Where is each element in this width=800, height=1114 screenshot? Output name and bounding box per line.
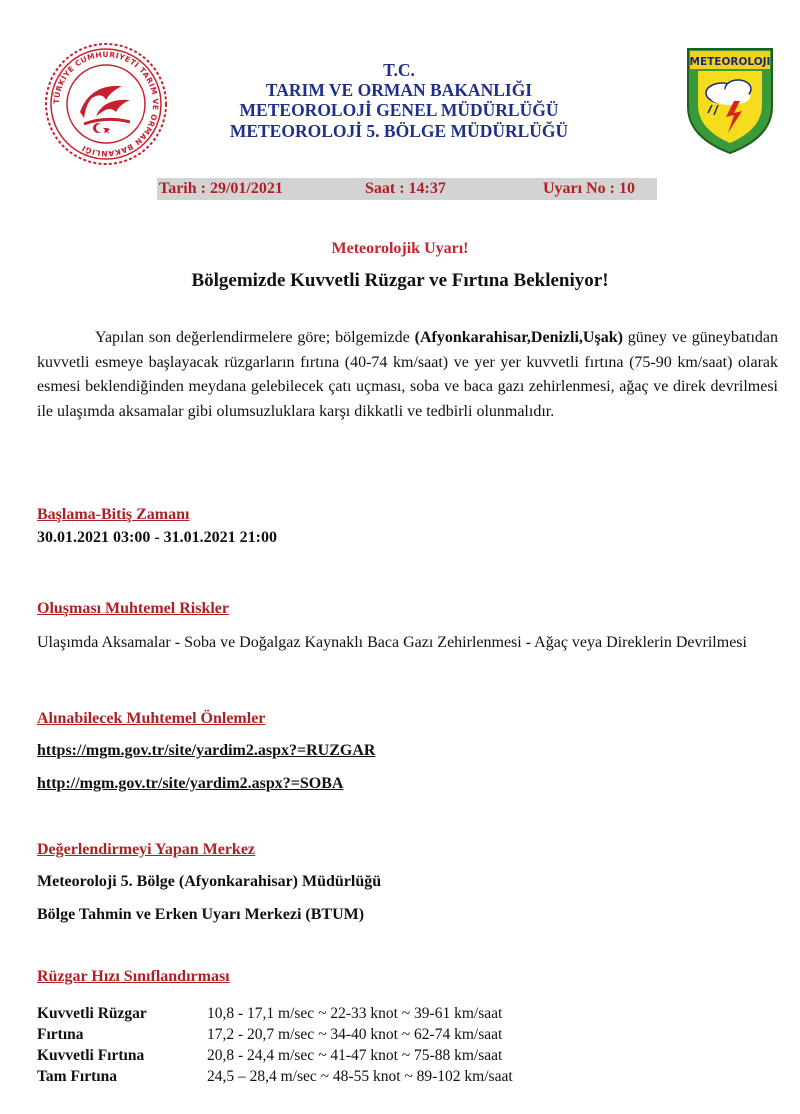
risks-heading: Oluşması Muhtemel Riskler [37,600,229,617]
intro-text-after: güney ve güneybatıdan kuvvetli esmeye başlayacak rüzgarların fırtına (40-74 km/saat) ve yer yer kuvvetli fırtına (75-90 km/saat) olarak esmesi beklendiğinden meydana gelebilecek çatı uçması, soba ve baca gazı zehirlenmesi, ağaç ve direk devrilmesi ile ulaşımda aksamalar gibi olumsuzluklara karşı dikkatli ve tedbirli olunmalıdır. [37,329,778,420]
classification-value: 17,2 - 20,7 m/sec ~ 34-40 knot ~ 62-74 km/saat [207,1026,503,1043]
warning-title: Bölgemizde Kuvvetli Rüzgar ve Fırtına Bekleniyor! [191,270,609,291]
classification-value: 20,8 - 24,4 m/sec ~ 41-47 knot ~ 75-88 km/saat [207,1047,503,1064]
header-ministry: TARIM VE ORMAN BAKANLIĞI [265,80,533,100]
measures-heading: Alınabilecek Muhtemel Önlemler [37,710,266,727]
center-heading: Değerlendirmeyi Yapan Merkez [37,841,256,858]
classification-row [37,1067,513,1087]
ministry-logo [44,42,168,166]
classification-row [37,1025,502,1045]
header-region: METEOROLOJİ 5. BÖLGE MÜDÜRLÜĞÜ [229,121,569,141]
classification-name: Tam Fırtına [37,1068,117,1085]
intro-region: (Afyonkarahisar,Denizli,Uşak) [414,329,623,346]
timing-heading: Başlama-Bitiş Zamanı [37,506,190,523]
timing-value: 30.01.2021 03:00 - 31.01.2021 21:00 [37,529,277,546]
center-line2: Bölge Tahmin ve Erken Uyarı Merkezi (BTUM) [37,906,365,923]
classification-name: Fırtına [37,1026,84,1043]
meta-bar [157,178,657,200]
classification-name: Kuvvetli Fırtına [37,1047,145,1064]
classification-heading: Rüzgar Hızı Sınıflandırması [37,968,230,985]
risks-text: Ulaşımda Aksamalar - Soba ve Doğalgaz Kaynaklı Baca Gazı Zehirlenmesi - Ağaç veya Direklerin Devrilmesi [37,634,747,651]
warning-label: Meteorolojik Uyarı! [331,240,469,257]
meta-date: Tarih : 29/01/2021 [159,180,283,197]
meta-warning-no: Uyarı No : 10 [543,180,635,197]
classification-name: Kuvvetli Rüzgar [37,1005,147,1022]
intro-paragraph [37,326,778,424]
center-line1: Meteoroloji 5. Bölge (Afyonkarahisar) Müdürlüğü [37,873,382,890]
header-directorate: METEOROLOJİ GENEL MÜDÜRLÜĞÜ [239,100,559,120]
header-tc: T.C. [383,60,415,80]
intro-text-before: Yapılan son değerlendirmelere göre; bölgemizde [95,329,415,346]
logo-ring-text: TÜRKİYE CUMHURİYETİ TARIM VE ORMAN BAKANLIĞI [51,49,161,159]
classification-row [37,1004,502,1024]
meta-time: Saat : 14:37 [365,180,446,197]
measures-link-ruzgar[interactable]: https://mgm.gov.tr/site/yardim2.aspx?=RUZGAR [37,742,376,759]
classification-row [37,1046,502,1066]
classification-value: 10,8 - 17,1 m/sec ~ 22-33 knot ~ 39-61 km/saat [207,1005,503,1022]
meteorology-logo [684,45,776,155]
logo-right-label: METEOROLOJI [689,56,771,68]
classification-value: 24,5 – 28,4 m/sec ~ 48-55 knot ~ 89-102 km/saat [207,1068,513,1085]
measures-link-soba[interactable]: http://mgm.gov.tr/site/yardim2.aspx?=SOBA [37,775,344,792]
